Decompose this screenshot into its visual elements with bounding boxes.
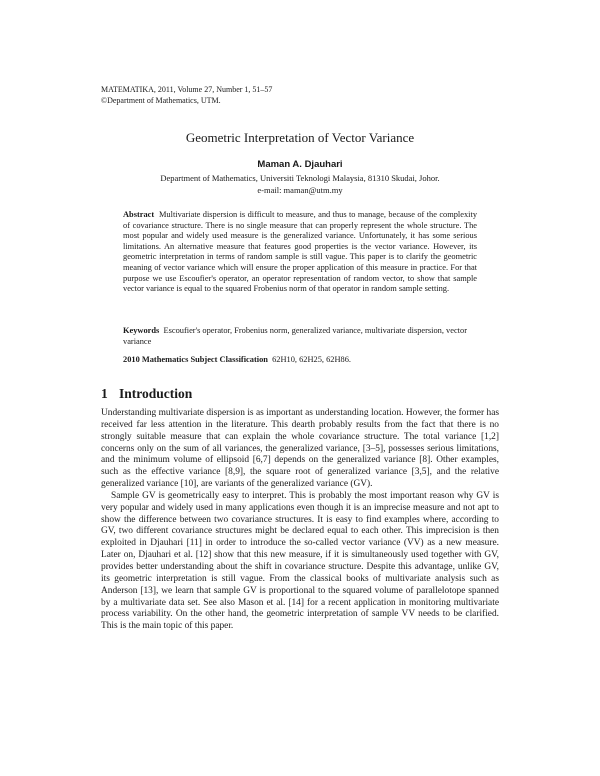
author-name: Maman A. Djauhari [257,159,343,170]
section-heading [101,386,192,402]
affiliation-text: Department of Mathematics, Universiti Teknologi Malaysia, 81310 Skudai, Johor. [160,173,440,183]
paragraph: Sample GV is geometrically easy to interpret. This is probably the most important reason why GV is very popular and widely used in many applications even though it is an imprecise measure and not apt to show the difference between two covariance structures. It is easy to find examples where, according to GV, two different covariance structures might be declared equal to each other. This imprecision is then exploited in Djauhari [11] in order to introduce the so-called vector variance (VV) as a new measure. Later on, Djauhari et al. [12] show that this new measure, if it is simultaneously used together with GV, provides better understanding about the shift in covariance structure. Despite this advantage, unlike GV, its geometric interpretation is still vague. From the classical books of multivariate analysis such as Anderson [13], we learn that sample GV is proportional to the squared volume of parallelotope spanned by a multivariate data set. See also Mason et al. [14] for a recent application in monitoring multivariate process variability. On the other hand, the geometric interpretation of sample VV needs to be clarified. This is the main topic of this paper. [101,490,499,632]
abstract-text: Multivariate dispersion is difficult to measure, and thus to manage, because of the complexity of covariance structure. There is no single measure that can properly represent the whole structure. The most popular and widely used measure is the generalized variance. Unfortunately, it has some serious limitations. An alternative measure that features good properties is the vector variance. However, its geometric interpretation in terms of random sample is still vague. This paper is to clarify the geometric meaning of vector variance which will ensure the proper application of this measure in practice. For that purpose we use Escoufier's operator, an operator representation of random vector, to show that sample vector variance is equal to the squared Frobenius norm of that operator in random sample setting. [123,210,478,294]
section-body [101,408,499,633]
abstract [123,210,477,295]
abstract-label: Abstract [123,210,155,219]
section-number: 1 [101,386,108,401]
author-email: e-mail: maman@utm.my [257,185,343,195]
subject-classification [123,355,477,364]
paper-title: Geometric Interpretation of Vector Variance [185,130,415,145]
copyright-notice: ©Department of Mathematics, UTM. [101,96,221,105]
msc-label: 2010 Mathematics Subject Classification [123,355,268,364]
keywords [123,326,477,347]
msc-codes: 62H10, 62H25, 62H86. [272,355,351,364]
keywords-text: Escoufier's operator, Frobenius norm, generalized variance, multivariate dispersion, vector variance [123,326,467,346]
author-affiliation [0,172,600,196]
journal-citation: MATEMATIKA, 2011, Volume 27, Number 1, 51–57 [101,85,273,94]
section-title: Introduction [119,386,193,401]
paragraph: Understanding multivariate dispersion is as important as understanding location. However, the former has received far less attention in the literature. This dearth probably results from the fact that there is no strongly suitable measure that can explain the whole covariance structure. The total variance [1,2] concerns only on the sum of all variances, the generalized variance, [3–5], possesses serious limitations, and the minimum volume of ellipsoid [6,7] depends on the generalized variance [8]. Other examples, such as the effective variance [8,9], the square root of generalized variance [3,5], and the relative generalized variance [10], are variants of the generalized variance (GV). [101,408,499,490]
keywords-label: Keywords [123,326,160,335]
journal-header [101,84,272,106]
